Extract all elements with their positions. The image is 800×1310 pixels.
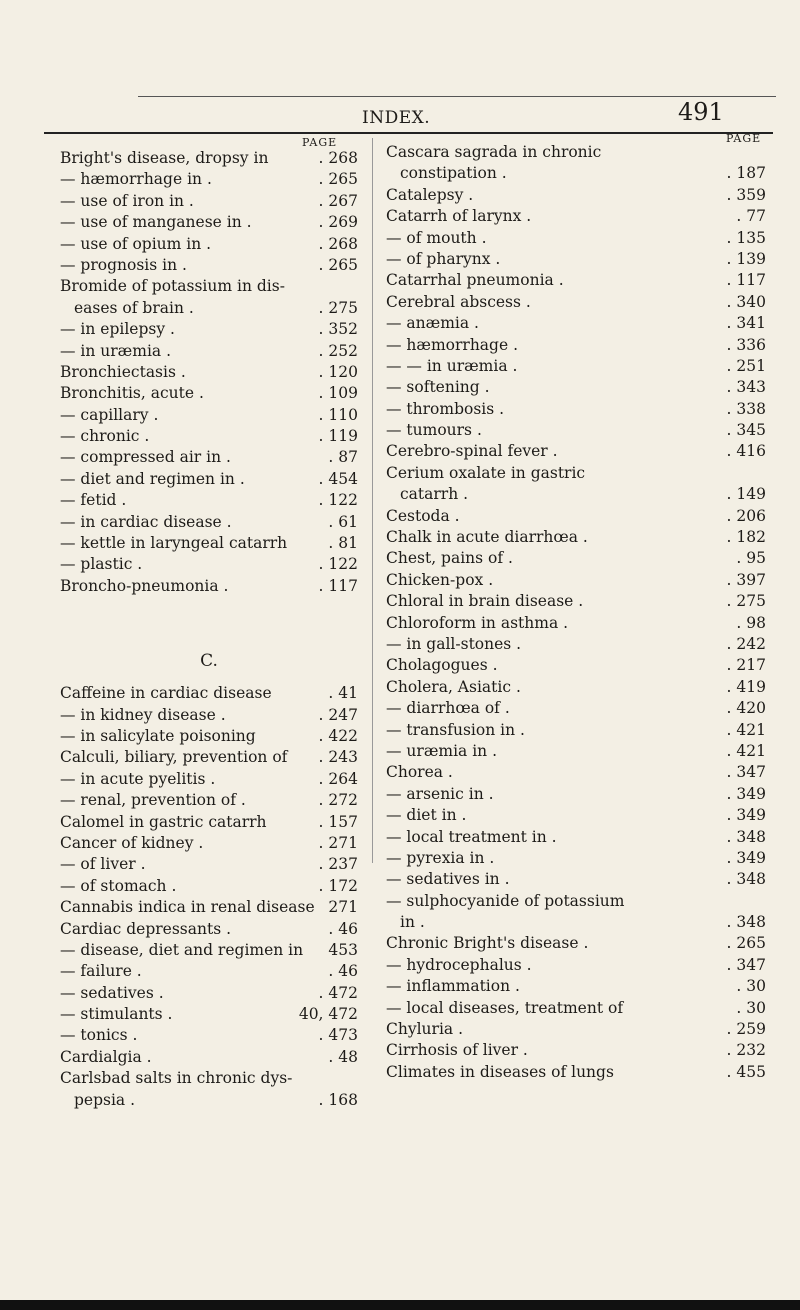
index-entry xyxy=(60,1047,358,1068)
index-entry-page: . 122 xyxy=(318,491,358,510)
index-entry xyxy=(386,377,766,398)
index-entry-text: — local diseases, treatment of xyxy=(386,998,624,1017)
index-entry-text: — diarrhœa of . xyxy=(386,699,510,718)
index-entry xyxy=(386,270,766,291)
index-entry xyxy=(386,527,766,548)
page-label-right: PAGE xyxy=(726,132,762,145)
index-entry-page: . 421 xyxy=(726,741,766,760)
index-entry-page: . 237 xyxy=(318,855,358,874)
index-entry xyxy=(386,955,766,976)
index-entry-page: . 243 xyxy=(318,748,358,767)
left-column xyxy=(60,148,358,1111)
index-entry-text: Cholera, Asiatic . xyxy=(386,677,521,696)
index-entry xyxy=(386,805,766,826)
index-entry-text: — fetid . xyxy=(60,491,127,510)
index-entry-text: — inflammation . xyxy=(386,977,520,996)
index-entry-text: — of liver . xyxy=(60,855,146,874)
index-entry xyxy=(60,255,358,276)
index-entry xyxy=(386,1019,766,1040)
right-column xyxy=(386,142,766,1083)
index-entry-page: . 347 xyxy=(726,955,766,974)
index-entry xyxy=(386,570,766,591)
index-entry-text: — sedatives in . xyxy=(386,870,510,889)
index-entry-text: — pyrexia in . xyxy=(386,848,495,867)
index-entry-page: . 122 xyxy=(318,555,358,574)
index-entry-text: catarrh . xyxy=(400,485,469,504)
index-entry-text: — in salicylate poisoning xyxy=(60,726,256,745)
index-entry xyxy=(386,548,766,569)
index-entry xyxy=(60,940,358,961)
index-entry-text: — diet and regimen in . xyxy=(60,469,245,488)
index-entry-text: — hæmorrhage . xyxy=(386,335,518,354)
index-entry-page: . 41 xyxy=(328,684,358,703)
page-number: 491 xyxy=(678,98,724,126)
index-entry-text: Catarrhal pneumonia . xyxy=(386,271,564,290)
index-entry xyxy=(386,933,766,954)
index-entry-page: . 109 xyxy=(318,384,358,403)
index-entry-text: Cirrhosis of liver . xyxy=(386,1041,528,1060)
index-entry xyxy=(60,276,358,297)
index-entry-page: . 336 xyxy=(726,335,766,354)
index-entry-page: . 48 xyxy=(328,1047,358,1066)
index-entry-text: Catarrh of larynx . xyxy=(386,207,532,226)
index-entry-text: — renal, prevention of . xyxy=(60,791,246,810)
index-entry-page: . 348 xyxy=(726,913,766,932)
index-entry xyxy=(386,441,766,462)
index-entry-page: . 265 xyxy=(318,170,358,189)
index-entry xyxy=(60,1068,358,1089)
index-entry-page: . 275 xyxy=(726,592,766,611)
index-entry xyxy=(386,506,766,527)
index-entry-page: . 172 xyxy=(318,876,358,895)
index-entry-page: . 264 xyxy=(318,769,358,788)
index-entry xyxy=(386,313,766,334)
index-entry-page: . 343 xyxy=(726,378,766,397)
index-entry-text: Bromide of potassium in dis- xyxy=(60,277,285,296)
index-entry-page: . 110 xyxy=(318,405,358,424)
index-entry-text: Cascara sagrada in chronic xyxy=(386,143,602,161)
index-entry xyxy=(60,383,358,404)
index-entry-text: Bronchitis, acute . xyxy=(60,384,204,403)
index-entry-text: — transfusion in . xyxy=(386,720,525,739)
index-entry xyxy=(386,591,766,612)
index-entry-page: . 267 xyxy=(318,191,358,210)
index-entry xyxy=(60,919,358,940)
index-entry-page: . 271 xyxy=(318,833,358,852)
index-entry-text: — of mouth . xyxy=(386,228,487,247)
index-entry xyxy=(60,961,358,982)
column-divider xyxy=(372,138,373,863)
index-entry xyxy=(60,490,358,511)
index-entry-text: — compressed air in . xyxy=(60,448,231,467)
index-entry-text: Bronchiectasis . xyxy=(60,362,186,381)
index-entry xyxy=(386,484,766,505)
index-entry xyxy=(60,854,358,875)
index-entry xyxy=(60,298,358,319)
index-entry xyxy=(60,469,358,490)
index-entry-text: — of stomach . xyxy=(60,876,177,895)
index-entry-page: . 269 xyxy=(318,213,358,232)
index-entry-text: — anæmia . xyxy=(386,314,479,333)
index-entry-text: — in epilepsy . xyxy=(60,320,175,339)
index-entry xyxy=(386,185,766,206)
index-entry-page: . 139 xyxy=(726,249,766,268)
index-entry-text: — in gall-stones . xyxy=(386,634,522,653)
index-entry-text: in . xyxy=(400,913,425,932)
index-entry-page: . 206 xyxy=(726,506,766,525)
index-entry-text: — failure . xyxy=(60,962,142,981)
index-entry-page: . 61 xyxy=(328,512,358,531)
index-entry-text: Chicken-pox . xyxy=(386,570,494,589)
index-entry xyxy=(386,677,766,698)
index-entry-text: constipation . xyxy=(400,164,507,183)
index-entry xyxy=(60,812,358,833)
index-entry-text: — uræmia in . xyxy=(386,741,498,760)
index-entry-page: . 347 xyxy=(726,763,766,782)
index-entry-page: . 30 xyxy=(736,998,766,1017)
index-entry-page: . 272 xyxy=(318,791,358,810)
index-entry xyxy=(386,1062,766,1083)
index-entry-text: — sulphocyanide of potassium xyxy=(386,891,625,910)
index-entry-page: . 472 xyxy=(318,983,358,1002)
index-entry xyxy=(60,983,358,1004)
index-entry xyxy=(386,998,766,1019)
index-entry-page: . 341 xyxy=(726,314,766,333)
index-entry-text: — prognosis in . xyxy=(60,255,187,274)
index-entry-page: . 265 xyxy=(726,934,766,953)
index-entry-text: — use of opium in . xyxy=(60,234,212,253)
page-label-left: PAGE xyxy=(302,136,338,149)
index-entry-page: . 95 xyxy=(736,549,766,568)
index-entry-text: — of pharynx . xyxy=(386,249,501,268)
index-entry xyxy=(386,655,766,676)
index-entry-text: — hydrocephalus . xyxy=(386,955,532,974)
index-entry-text: — in cardiac disease . xyxy=(60,512,232,531)
index-entry-page: . 340 xyxy=(726,292,766,311)
index-entry-text: eases of brain . xyxy=(74,298,194,317)
index-entry-text: Calomel in gastric catarrh xyxy=(60,812,267,831)
index-entry-text: Broncho-pneumonia . xyxy=(60,576,229,595)
index-entry-page: . 338 xyxy=(726,399,766,418)
index-entry-page: . 120 xyxy=(318,362,358,381)
index-entry-page: . 98 xyxy=(736,613,766,632)
header-rule xyxy=(44,132,773,134)
index-entry-text: Cholagogues . xyxy=(386,656,498,675)
index-entry-page: . 247 xyxy=(318,705,358,724)
index-entry-page: . 473 xyxy=(318,1026,358,1045)
index-entry-page: . 397 xyxy=(726,570,766,589)
index-entry xyxy=(386,163,766,184)
index-entry-page: 40, 472 xyxy=(298,1005,358,1024)
index-entry-text: Catalepsy . xyxy=(386,185,474,204)
index-entry-page: . 242 xyxy=(726,634,766,653)
index-entry-text: Carlsbad salts in chronic dys- xyxy=(60,1069,293,1088)
index-entry-text: — in kidney disease . xyxy=(60,705,226,724)
index-entry xyxy=(386,976,766,997)
index-entry-page: . 419 xyxy=(726,677,766,696)
index-entry-page: . 168 xyxy=(318,1090,358,1109)
index-entry-page: 453 xyxy=(328,940,358,959)
index-entry-text: Cardialgia . xyxy=(60,1047,152,1066)
index-entry-text: Chloral in brain disease . xyxy=(386,592,584,611)
index-entry xyxy=(386,1040,766,1061)
index-entry xyxy=(386,613,766,634)
index-entry-page: . 348 xyxy=(726,827,766,846)
index-entry xyxy=(60,790,358,811)
index-entry-text: Chyluria . xyxy=(386,1020,464,1039)
index-entry-text: — plastic . xyxy=(60,555,143,574)
index-entry-text: — diet in . xyxy=(386,806,467,825)
index-entry-page: . 117 xyxy=(726,271,766,290)
index-entry-text: Cestoda . xyxy=(386,506,460,525)
index-entry-page: . 352 xyxy=(318,320,358,339)
index-entry-page: . 77 xyxy=(736,207,766,226)
index-entry xyxy=(60,1090,358,1111)
index-entry-text: — disease, diet and regimen in xyxy=(60,940,304,959)
index-entry-page: . 46 xyxy=(328,962,358,981)
index-entry-page: . 268 xyxy=(318,234,358,253)
index-entry-text: — stimulants . xyxy=(60,1005,173,1024)
index-entry-text: — hæmorrhage in . xyxy=(60,170,212,189)
index-entry xyxy=(386,891,766,912)
index-entry-text: — in uræmia . xyxy=(60,341,172,360)
index-entry-text: Cerebro-spinal fever . xyxy=(386,442,558,461)
index-entry-page: . 30 xyxy=(736,977,766,996)
index-entry xyxy=(60,1004,358,1025)
index-entry xyxy=(60,576,358,597)
index-entry xyxy=(60,426,358,447)
index-entry-text: — local treatment in . xyxy=(386,827,557,846)
index-entry-text: — use of iron in . xyxy=(60,191,194,210)
index-entry-page: . 117 xyxy=(318,576,358,595)
index-entry-text: — tumours . xyxy=(386,421,482,440)
index-entry xyxy=(386,827,766,848)
index-entry-page: . 420 xyxy=(726,699,766,718)
index-entry xyxy=(60,897,358,918)
index-entry-text: — in acute pyelitis . xyxy=(60,769,216,788)
index-entry-page: . 157 xyxy=(318,812,358,831)
index-entry xyxy=(60,234,358,255)
index-entry-page: . 265 xyxy=(318,255,358,274)
index-entry-text: Chalk in acute diarrhœa . xyxy=(386,528,588,547)
index-entry-page: . 416 xyxy=(726,442,766,461)
index-entry-text: — thrombosis . xyxy=(386,399,505,418)
index-entry xyxy=(60,554,358,575)
index-entry-page: . 349 xyxy=(726,848,766,867)
index-entry-page: . 119 xyxy=(318,427,358,446)
index-entry-text: Calculi, biliary, prevention of xyxy=(60,748,288,767)
index-entry-text: — kettle in laryngeal catarrh xyxy=(60,534,288,553)
section-letter-c: C. xyxy=(200,651,218,672)
index-entry-page: . 135 xyxy=(726,228,766,247)
index-entry-text: — arsenic in . xyxy=(386,784,494,803)
index-entry xyxy=(386,698,766,719)
index-entry xyxy=(386,206,766,227)
index-entry xyxy=(386,741,766,762)
index-entry xyxy=(60,1025,358,1046)
index-entry xyxy=(386,420,766,441)
index-entry-page: . 251 xyxy=(726,356,766,375)
index-entry xyxy=(386,292,766,313)
index-entry xyxy=(386,912,766,933)
index-entry-text: Cerebral abscess . xyxy=(386,292,531,311)
index-entry xyxy=(386,634,766,655)
index-entry-page: . 275 xyxy=(318,298,358,317)
index-entry-page: . 149 xyxy=(726,485,766,504)
index-entry-page: . 345 xyxy=(726,421,766,440)
index-entry xyxy=(386,356,766,377)
index-entry xyxy=(386,399,766,420)
index-entry-text: Cannabis indica in renal disease xyxy=(60,898,315,917)
index-entry xyxy=(60,533,358,554)
index-entry-text: — sedatives . xyxy=(60,983,164,1002)
index-entry xyxy=(386,848,766,869)
index-entry-page: . 455 xyxy=(726,1062,766,1081)
index-entry-page: . 217 xyxy=(726,656,766,675)
index-entry-text: — — in uræmia . xyxy=(386,356,518,375)
index-entry xyxy=(60,341,358,362)
index-entry xyxy=(60,447,358,468)
index-entry xyxy=(60,876,358,897)
index-entry xyxy=(386,869,766,890)
index-entry xyxy=(386,762,766,783)
running-header-title: INDEX. xyxy=(362,108,431,128)
index-entry xyxy=(60,726,358,747)
index-entry xyxy=(60,747,358,768)
index-entry-text: — softening . xyxy=(386,378,490,397)
index-entry-page: . 252 xyxy=(318,341,358,360)
index-entry-text: Chorea . xyxy=(386,763,453,782)
index-entry xyxy=(60,512,358,533)
index-entry-page: . 349 xyxy=(726,784,766,803)
section-gap xyxy=(60,597,358,639)
index-entry xyxy=(60,705,358,726)
index-entry-text: — capillary . xyxy=(60,405,159,424)
index-entry xyxy=(386,720,766,741)
index-entry-page: . 348 xyxy=(726,870,766,889)
index-entry-text: — use of manganese in . xyxy=(60,213,252,232)
index-entry-page: . 187 xyxy=(726,164,766,183)
index-entry-page: 271 xyxy=(328,898,358,917)
index-entry xyxy=(60,362,358,383)
index-entry xyxy=(60,769,358,790)
index-entry-page: . 268 xyxy=(318,149,358,167)
index-entry xyxy=(386,249,766,270)
index-entry-page: . 421 xyxy=(726,720,766,739)
index-entry-page: . 81 xyxy=(328,534,358,553)
index-entry-text: Cerium oxalate in gastric xyxy=(386,463,586,482)
index-entry-text: Chronic Bright's disease . xyxy=(386,934,589,953)
index-entry xyxy=(60,683,358,704)
page-bottom-edge xyxy=(0,1300,800,1310)
index-entry-text: Caffeine in cardiac disease xyxy=(60,684,272,703)
index-entry xyxy=(60,191,358,212)
index-entry-page: . 87 xyxy=(328,448,358,467)
index-entry-text: pepsia . xyxy=(74,1090,136,1109)
index-entry xyxy=(60,319,358,340)
index-entry-text: Cancer of kidney . xyxy=(60,833,204,852)
index-entry-page: . 359 xyxy=(726,185,766,204)
index-entry-text: Bright's disease, dropsy in xyxy=(60,149,269,167)
index-entry-page: . 422 xyxy=(318,726,358,745)
index-entry-text: — chronic . xyxy=(60,427,150,446)
index-entry xyxy=(386,142,766,163)
index-entry xyxy=(386,335,766,356)
index-entry-page: . 182 xyxy=(726,528,766,547)
index-entry-text: Climates in diseases of lungs xyxy=(386,1062,614,1081)
index-entry-page: . 259 xyxy=(726,1020,766,1039)
index-entry xyxy=(60,833,358,854)
index-entry xyxy=(60,212,358,233)
index-entry xyxy=(60,148,358,169)
index-entry-text: Chloroform in asthma . xyxy=(386,613,569,632)
index-entry-text: Chest, pains of . xyxy=(386,549,513,568)
index-entry-page: . 46 xyxy=(328,919,358,938)
index-entry-page: . 232 xyxy=(726,1041,766,1060)
index-entry xyxy=(386,463,766,484)
index-entry xyxy=(60,169,358,190)
index-entry-text: — tonics . xyxy=(60,1026,138,1045)
index-entry xyxy=(386,784,766,805)
index-entry-page: . 454 xyxy=(318,469,358,488)
top-rule xyxy=(138,96,776,97)
index-entry-page: . 349 xyxy=(726,806,766,825)
index-entry-text: Cardiac depressants . xyxy=(60,919,232,938)
index-entry xyxy=(60,405,358,426)
index-entry xyxy=(386,228,766,249)
